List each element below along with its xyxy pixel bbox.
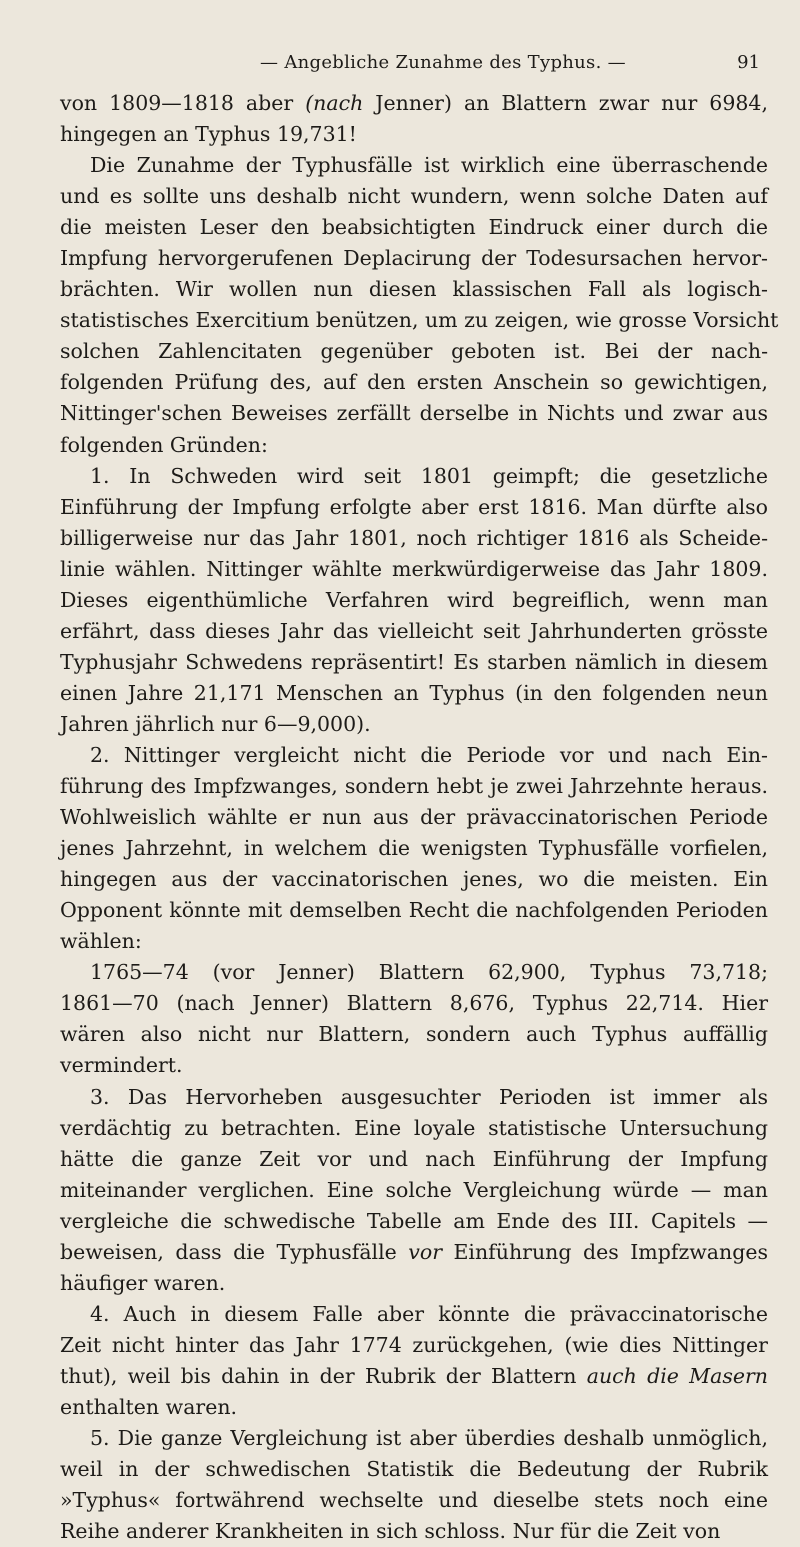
- line-text: Einführung der Impfung erfolgte aber erst 1816. Man dürfte also: [60, 494, 768, 519]
- line-text: folgenden Gründen:: [60, 432, 268, 457]
- text-line: [60, 1050, 768, 1081]
- text-line: [60, 895, 768, 926]
- text-line: [60, 771, 768, 802]
- text-line: [60, 802, 768, 833]
- text-line: [60, 1423, 768, 1454]
- line-text: linie wählen. Nittinger wählte merkwürdigerweise das Jahr 1809.: [60, 556, 768, 581]
- text-line: [60, 1299, 768, 1330]
- text-line: [60, 957, 768, 988]
- line-text: hingegen an Typhus 19,731!: [60, 122, 357, 147]
- italic-text: vor: [408, 1239, 442, 1264]
- line-text: jenes Jahrzehnt, in welchem die wenigsten Typhusfälle vorfielen,: [60, 836, 768, 861]
- line-text: Zeit nicht hinter das Jahr 1774 zurückgehen, (wie dies Nittinger: [60, 1332, 768, 1357]
- text-line: [60, 1454, 768, 1485]
- text-line: [60, 988, 768, 1019]
- text-line: [60, 1485, 768, 1516]
- text-line: [60, 1361, 768, 1392]
- text-line: [60, 709, 768, 740]
- text-line: [60, 833, 768, 864]
- line-text: billigerweise nur das Jahr 1801, noch richtiger 1816 als Scheide-: [60, 525, 768, 550]
- line-text: folgenden Prüfung des, auf den ersten Anschein so gewichtigen,: [60, 370, 768, 395]
- line-text: und es sollte uns deshalb nicht wundern, wenn solche Daten auf: [60, 184, 768, 209]
- text-line: [60, 243, 768, 274]
- line-text: Jenner) an Blattern zwar nur 6984,: [363, 91, 768, 115]
- line-text: weil in der schwedischen Statistik die Bedeutung der Rubrik: [60, 1457, 768, 1482]
- line-text: wären also nicht nur Blattern, sondern auch Typhus auffällig: [60, 1022, 768, 1047]
- line-text: wählen:: [60, 929, 142, 954]
- line-text: Impfung hervorgerufenen Deplacirung der Todesursachen hervor-: [60, 246, 768, 271]
- text-line: [60, 1113, 768, 1144]
- line-text: brächten. Wir wollen nun diesen klassischen Fall als logisch-: [60, 277, 768, 302]
- line-text: verdächtig zu betrachten. Eine loyale statistische Untersuchung: [60, 1115, 768, 1140]
- italic-text: (nach: [305, 91, 364, 115]
- text-line: [60, 181, 768, 212]
- text-line: [60, 461, 768, 492]
- line-text: Einführung des Impfzwanges: [442, 1239, 768, 1264]
- line-text: 1. In Schweden wird seit 1801 geimpft; die gesetzliche: [90, 463, 768, 488]
- text-line: [60, 616, 768, 647]
- text-line: [60, 523, 768, 554]
- line-text: 5. Die ganze Vergleichung ist aber überdies deshalb unmöglich,: [90, 1426, 768, 1451]
- body-text: [60, 88, 779, 1547]
- text-line: [60, 398, 768, 429]
- line-text: einen Jahre 21,171 Menschen an Typhus (in den folgenden neun: [60, 680, 768, 705]
- line-text: 2. Nittinger vergleicht nicht die Periode vor und nach Ein-: [90, 742, 768, 767]
- text-line: [60, 119, 768, 150]
- text-line: [60, 1268, 768, 1299]
- text-line: [60, 1237, 768, 1268]
- line-text: führung des Impfzwanges, sondern hebt je zwei Jahrzehnte heraus.: [60, 774, 768, 799]
- text-line: [60, 678, 768, 709]
- line-text: die meisten Leser den beabsichtigten Eindruck einer durch die: [60, 215, 768, 240]
- text-line: [60, 864, 768, 895]
- text-line: [60, 212, 768, 243]
- line-text: Nittinger'schen Beweises zerfällt derselbe in Nichts und zwar aus: [60, 401, 768, 426]
- text-line: [60, 88, 768, 119]
- text-line: [60, 1516, 768, 1547]
- line-text: miteinander verglichen. Eine solche Vergleichung würde — man: [60, 1177, 768, 1202]
- line-text: von 1809—1818 aber: [60, 91, 306, 115]
- line-text: Typhusjahr Schwedens repräsentirt! Es starben nämlich in diesem: [60, 649, 768, 674]
- text-line: [60, 1019, 768, 1050]
- text-line: [60, 1330, 768, 1361]
- line-text: Opponent könnte mit demselben Recht die nachfolgenden Perioden: [60, 898, 768, 923]
- text-line: [60, 1175, 768, 1206]
- line-text: enthalten waren.: [60, 1394, 238, 1419]
- text-line: [60, 647, 768, 678]
- text-line: [60, 585, 768, 616]
- text-line: [60, 740, 768, 771]
- page-number: 91: [737, 52, 760, 73]
- line-text: thut), weil bis dahin in der Rubrik der Blattern: [60, 1363, 587, 1388]
- text-line: [60, 367, 768, 398]
- text-line: [60, 1206, 768, 1237]
- line-text: häufiger waren.: [60, 1270, 226, 1295]
- line-text: Jahren jährlich nur 6—9,000).: [60, 711, 371, 736]
- line-text: hingegen aus der vaccinatorischen jenes, wo die meisten. Ein: [60, 867, 768, 892]
- text-line: [60, 926, 768, 957]
- line-text: beweisen, dass die Typhusfälle: [60, 1239, 409, 1264]
- line-text: vergleiche die schwedische Tabelle am Ende des III. Capitels —: [60, 1208, 768, 1233]
- text-line: [60, 150, 768, 181]
- text-line: [60, 430, 768, 461]
- line-text: Wohlweislich wählte er nun aus der prävaccinatorischen Periode: [60, 805, 768, 830]
- line-text: statistisches Exercitium benützen, um zu zeigen, wie grosse Vorsicht: [60, 308, 779, 333]
- line-text: Dieses eigenthümliche Verfahren wird begreiflich, wenn man: [60, 587, 768, 612]
- running-title: — Angebliche Zunahme des Typhus. —: [260, 52, 626, 73]
- line-text: 3. Das Hervorheben ausgesuchter Perioden ist immer als: [90, 1084, 768, 1109]
- text-line: [60, 336, 768, 367]
- line-text: 1765—74 (vor Jenner) Blattern 62,900, Typhus 73,718;: [90, 960, 768, 985]
- text-line: [60, 492, 768, 523]
- line-text: vermindert.: [60, 1053, 183, 1078]
- line-text: Reihe anderer Krankheiten in sich schloss. Nur für die Zeit von: [60, 1519, 721, 1544]
- text-line: [60, 305, 779, 336]
- line-text: »Typhus« fortwährend wechselte und dieselbe stets noch eine: [60, 1488, 768, 1513]
- italic-text: auch die Masern: [586, 1363, 769, 1388]
- text-line: [60, 554, 768, 585]
- line-text: solchen Zahlencitaten gegenüber geboten ist. Bei der nach-: [60, 339, 768, 364]
- line-text: hätte die ganze Zeit vor und nach Einführung der Impfung: [60, 1146, 768, 1171]
- line-text: 4. Auch in diesem Falle aber könnte die prävaccinatorische: [90, 1301, 768, 1326]
- text-line: [60, 1082, 768, 1113]
- line-text: erfährt, dass dieses Jahr das vielleicht seit Jahrhunderten grösste: [60, 618, 768, 643]
- text-line: [60, 274, 768, 305]
- text-line: [60, 1144, 768, 1175]
- line-text: 1861—70 (nach Jenner) Blattern 8,676, Typhus 22,714. Hier: [60, 991, 768, 1016]
- text-line: [60, 1392, 768, 1423]
- line-text: Die Zunahme der Typhusfälle ist wirklich eine überraschende: [90, 153, 768, 178]
